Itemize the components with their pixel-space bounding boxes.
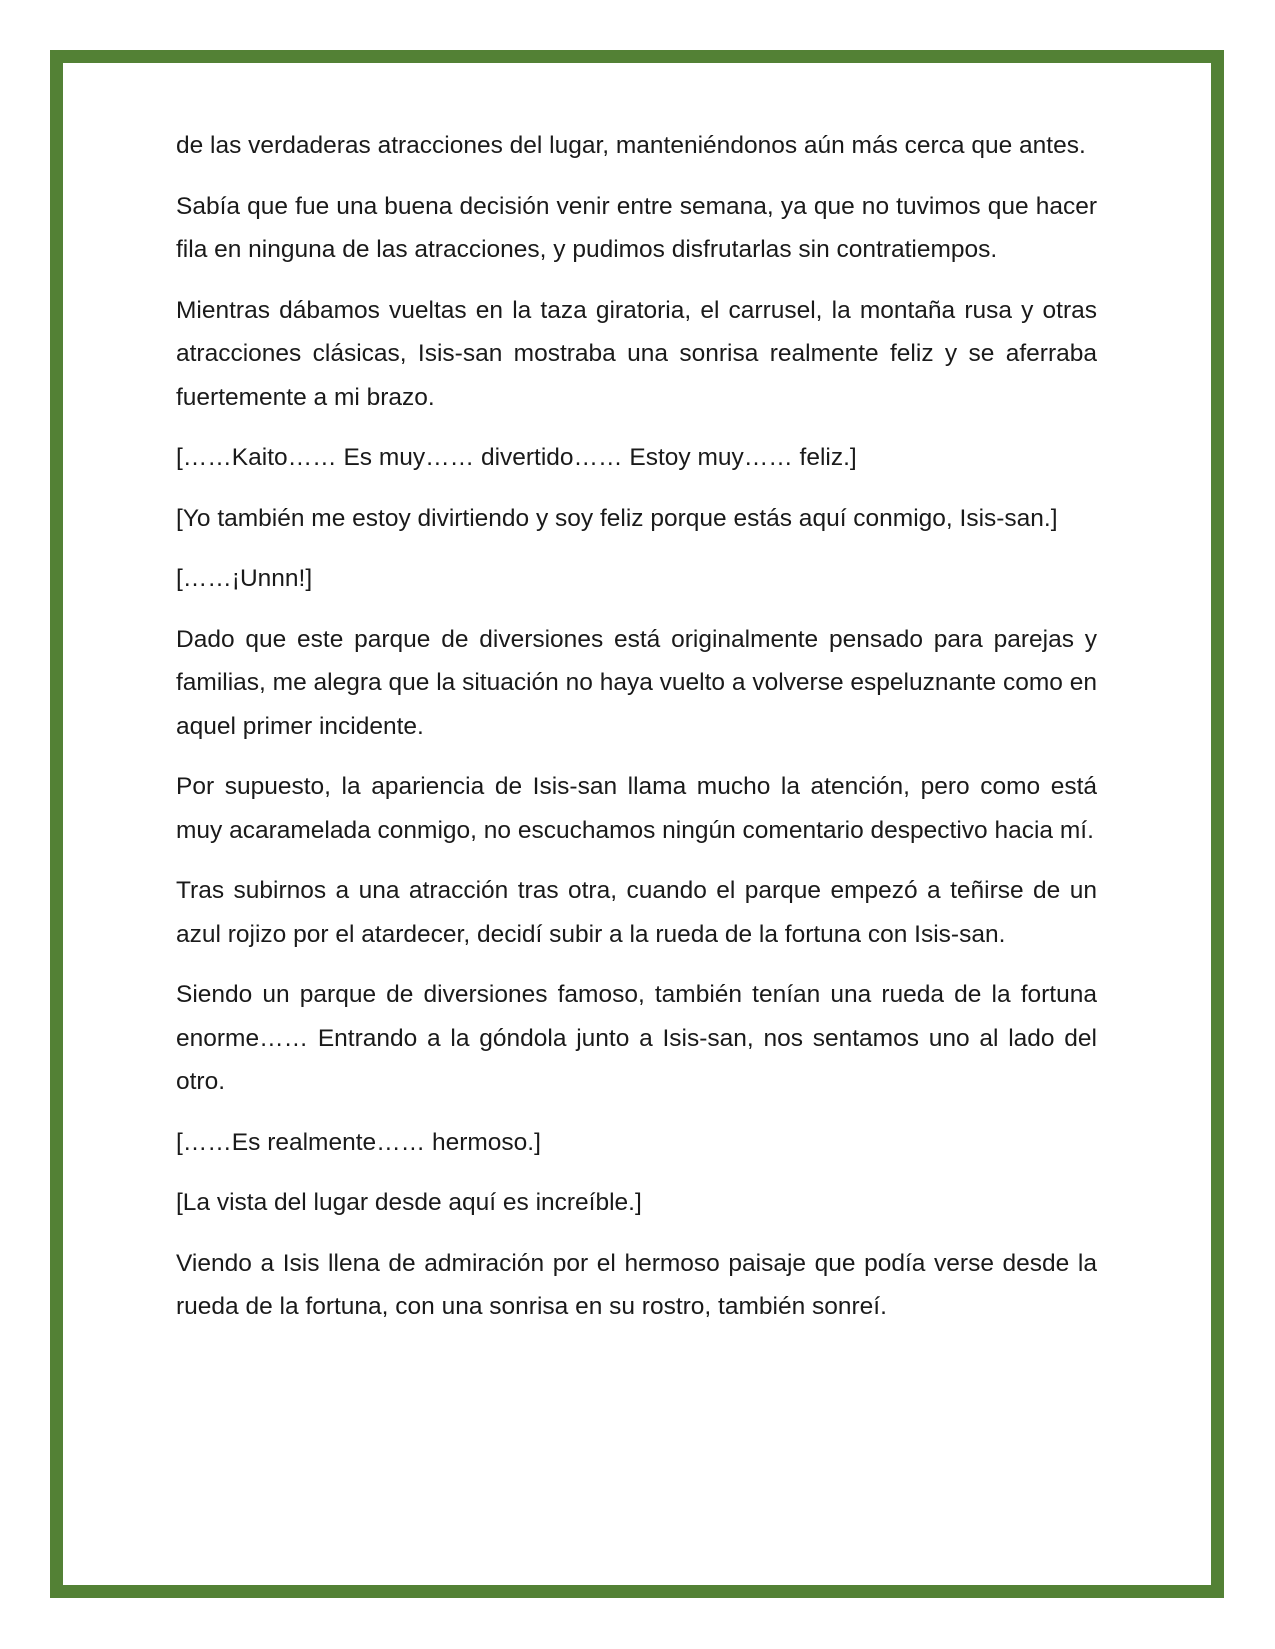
- paragraph-6: Tras subirnos a una atracción tras otra, cuando el parque empezó a teñirse de un azul rojizo por el atardecer, decidí subir a la rueda de la fortuna con Isis-san.: [176, 877, 1097, 948]
- dialogue-line-5: [La vista del lugar desde aquí es increíble.]: [176, 1189, 642, 1216]
- paragraph-3: Mientras dábamos vueltas en la taza giratoria, el carrusel, la montaña rusa y otras atracciones clásicas, Isis-san mostraba una sonrisa realmente feliz y se aferraba fuertemente a mi brazo.: [176, 296, 1097, 411]
- paragraph-8: Viendo a Isis llena de admiración por el hermoso paisaje que podía verse desde la rueda de la fortuna, con una sonrisa en su rostro, también sonreí.: [176, 1249, 1097, 1320]
- paragraph-7: Siendo un parque de diversiones famoso, también tenían una rueda de la fortuna enorme…… Entrando a la góndola junto a Isis-san, nos sentamos uno al lado del otro.: [176, 981, 1097, 1095]
- dialogue-line-1: [……Kaito…… Es muy…… divertido…… Estoy muy…… feliz.]: [176, 444, 857, 471]
- paragraph-5: Por supuesto, la apariencia de Isis-san llama mucho la atención, pero como está muy acaramelada conmigo, no escuchamos ningún comentario despectivo hacia mí.: [176, 773, 1097, 844]
- paragraph-4: Dado que este parque de diversiones está originalmente pensado para parejas y familias, me alegra que la situación no haya vuelto a volverse espeluznante como en aquel primer incidente.: [176, 625, 1097, 740]
- paragraph-2: Sabía que fue una buena decisión venir entre semana, ya que no tuvimos que hacer fila en ninguna de las atracciones, y pudimos disfrutarlas sin contratiempos.: [176, 192, 1097, 263]
- dialogue-line-2: [Yo también me estoy divirtiendo y soy feliz porque estás aquí conmigo, Isis-san.]: [176, 504, 1058, 532]
- document-body: [176, 124, 1097, 1346]
- dialogue-line-3: [……¡Unnn!]: [176, 565, 313, 592]
- paragraph-1: de las verdaderas atracciones del lugar, manteniéndonos aún más cerca que antes.: [176, 132, 1086, 159]
- dialogue-line-4: [……Es realmente…… hermoso.]: [176, 1128, 541, 1156]
